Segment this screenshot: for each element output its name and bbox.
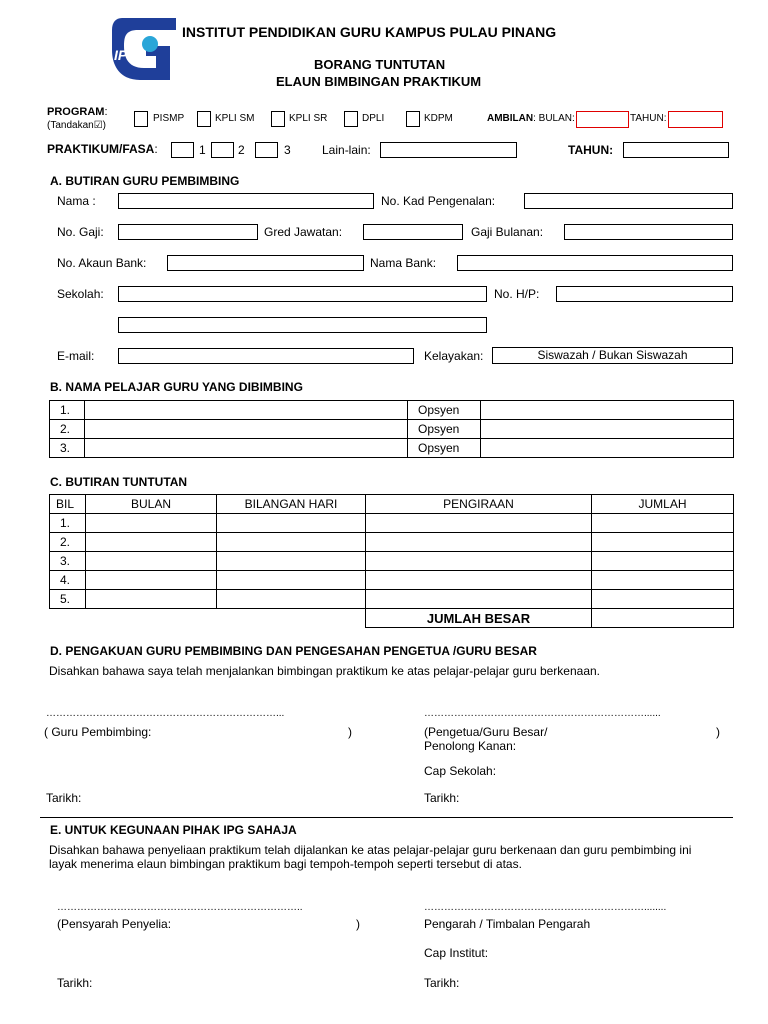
tarikh-pensyarah-label: Tarikh: xyxy=(57,976,93,990)
nama-bank-field[interactable] xyxy=(457,255,733,271)
program-label-text: PROGRAM xyxy=(47,106,105,118)
pengetua-close: ) xyxy=(716,725,720,739)
col-bilangan-hari: BILANGAN HARI xyxy=(217,495,366,514)
no-gaji-label: No. Gaji: xyxy=(57,225,104,239)
col-bil: BIL xyxy=(50,495,86,514)
row-number: 3. xyxy=(50,439,85,458)
hari-cell[interactable] xyxy=(217,533,366,552)
ambilan-label-text: AMBILAN xyxy=(487,113,534,124)
praktikum-label-text: PRAKTIKUM/FASA xyxy=(47,142,155,156)
tuntutan-table xyxy=(49,494,734,628)
ipg-logo xyxy=(110,16,178,84)
jumlah-besar-label: JUMLAH BESAR xyxy=(366,609,592,628)
institute-name: INSTITUT PENDIDIKAN GURU KAMPUS PULAU PINANG xyxy=(182,24,557,40)
guru-pembimbing-label: ( Guru Pembimbing: xyxy=(44,725,152,739)
checkbox-kdpm[interactable] xyxy=(406,111,420,127)
cap-sekolah-label: Cap Sekolah: xyxy=(424,764,497,778)
ambilan-tahun-label: TAHUN: xyxy=(630,113,667,124)
program-colon: : xyxy=(104,106,108,118)
option-dpli: DPLI xyxy=(362,113,385,124)
row-number: 2. xyxy=(50,420,85,439)
email-field[interactable] xyxy=(118,348,414,364)
hp-field[interactable] xyxy=(556,286,733,302)
pengiraan-cell[interactable] xyxy=(366,514,592,533)
opsyen-cell[interactable] xyxy=(481,439,734,458)
hari-cell[interactable] xyxy=(217,552,366,571)
praktikum-colon: : xyxy=(154,142,158,156)
nama-field[interactable] xyxy=(118,193,374,209)
section-d-text: Disahkan bahawa saya telah menjalankan bimbingan praktikum ke atas pelajar-pelajar guru berkenaan. xyxy=(49,664,600,678)
akaun-bank-label: No. Akaun Bank: xyxy=(57,256,147,270)
bulan-cell[interactable] xyxy=(86,514,217,533)
gred-jawatan-label: Gred Jawatan: xyxy=(264,225,343,239)
praktikum-tahun-field[interactable] xyxy=(623,142,729,158)
checkbox-kpli-sr[interactable] xyxy=(271,111,285,127)
jumlah-cell[interactable] xyxy=(592,590,734,609)
table-row xyxy=(50,533,734,552)
table-row xyxy=(50,552,734,571)
kad-pengenalan-field[interactable] xyxy=(524,193,733,209)
sekolah-address-field[interactable] xyxy=(118,317,487,333)
praktikum-tahun-label: TAHUN: xyxy=(568,143,614,157)
fasa-2-label: 2 xyxy=(238,143,245,157)
guru-pembimbing-close: ) xyxy=(348,725,352,739)
nama-pelajar-cell[interactable] xyxy=(85,401,408,420)
section-a-heading: A. BUTIRAN GURU PEMBIMBING xyxy=(50,174,240,188)
hari-cell[interactable] xyxy=(217,571,366,590)
opsyen-cell[interactable] xyxy=(481,420,734,439)
pensyarah-penyelia-label: (Pensyarah Penyelia: xyxy=(57,917,172,931)
bulan-label: : BULAN: xyxy=(533,113,575,124)
table-row xyxy=(50,514,734,533)
section-e-text-line1: Disahkan bahawa penyeliaan praktikum telah dijalankan ke atas pelajar-pelajar guru berkenaan dan guru pembimbing ini xyxy=(49,843,692,857)
akaun-bank-field[interactable] xyxy=(167,255,364,271)
section-b-heading: B. NAMA PELAJAR GURU YANG DIBIMBING xyxy=(50,380,303,394)
kad-pengenalan-label: No. Kad Pengenalan: xyxy=(381,194,496,208)
table-total-row xyxy=(50,609,734,628)
kelayakan-label: Kelayakan: xyxy=(424,349,484,363)
section-d-heading: D. PENGAKUAN GURU PEMBIMBING DAN PENGESAHAN PENGETUA /GURU BESAR xyxy=(50,644,537,658)
pengiraan-cell[interactable] xyxy=(366,552,592,571)
fasa-2-checkbox[interactable] xyxy=(211,142,234,158)
praktikum-label xyxy=(47,142,158,156)
gaji-bulanan-field[interactable] xyxy=(564,224,733,240)
signature-line-pengarah: …………………………………………………………........ xyxy=(424,902,667,913)
gaji-bulanan-label: Gaji Bulanan: xyxy=(471,225,544,239)
checkbox-pismp[interactable] xyxy=(134,111,148,127)
option-kpli-sm: KPLI SM xyxy=(215,113,255,124)
bulan-cell[interactable] xyxy=(86,552,217,571)
tarikh-guru-label: Tarikh: xyxy=(46,791,82,805)
nama-pelajar-cell[interactable] xyxy=(85,420,408,439)
lain-lain-label: Lain-lain: xyxy=(322,143,371,157)
fasa-1-checkbox[interactable] xyxy=(171,142,194,158)
opsyen-label: Opsyen xyxy=(408,401,481,420)
nama-bank-label: Nama Bank: xyxy=(370,256,437,270)
tarikh-pengarah-label: Tarikh: xyxy=(424,976,460,990)
table-row xyxy=(50,420,734,439)
section-divider xyxy=(40,817,733,818)
pengiraan-cell[interactable] xyxy=(366,571,592,590)
signature-line-pensyarah: ……………………………………………………………….. xyxy=(57,902,303,913)
no-gaji-field[interactable] xyxy=(118,224,258,240)
sekolah-field[interactable] xyxy=(118,286,487,302)
row-number: 5. xyxy=(50,590,86,609)
checkbox-kpli-sm[interactable] xyxy=(197,111,211,127)
kelayakan-field[interactable]: Siswazah / Bukan Siswazah xyxy=(492,347,733,364)
form-subtitle: ELAUN BIMBINGAN PRAKTIKUM xyxy=(276,74,482,89)
nama-pelajar-cell[interactable] xyxy=(85,439,408,458)
pengiraan-cell[interactable] xyxy=(366,590,592,609)
col-pengiraan: PENGIRAAN xyxy=(366,495,592,514)
section-e-text-line2: layak menerima elaun bimbingan praktikum bagi tempoh-tempoh seperti tersebut di atas. xyxy=(49,857,522,871)
row-number: 1. xyxy=(50,401,85,420)
cap-institut-label: Cap Institut: xyxy=(424,946,489,960)
program-label xyxy=(47,106,108,118)
jumlah-cell[interactable] xyxy=(592,533,734,552)
pengiraan-cell[interactable] xyxy=(366,533,592,552)
table-row xyxy=(50,401,734,420)
option-pismp: PISMP xyxy=(153,113,185,124)
opsyen-label: Opsyen xyxy=(408,439,481,458)
program-hint: (Tandakan☑) xyxy=(47,120,106,131)
jumlah-cell[interactable] xyxy=(592,571,734,590)
row-number: 3. xyxy=(50,552,86,571)
row-number: 2. xyxy=(50,533,86,552)
bulan-cell[interactable] xyxy=(86,590,217,609)
signature-line-pengetua: …………………………………………………………...... xyxy=(424,708,661,719)
ambilan-label xyxy=(487,113,575,124)
gred-jawatan-field[interactable] xyxy=(363,224,463,240)
pengarah-label: Pengarah / Timbalan Pengarah xyxy=(424,917,591,931)
signature-line-guru: ……………………………………………………………... xyxy=(46,708,285,719)
option-kpli-sr: KPLI SR xyxy=(289,113,328,124)
row-number: 1. xyxy=(50,514,86,533)
sekolah-label: Sekolah: xyxy=(57,287,104,301)
bulan-cell[interactable] xyxy=(86,571,217,590)
hp-label: No. H/P: xyxy=(494,287,540,301)
opsyen-cell[interactable] xyxy=(481,401,734,420)
fasa-3-label: 3 xyxy=(284,143,291,157)
bulan-cell[interactable] xyxy=(86,533,217,552)
table-row xyxy=(50,590,734,609)
hari-cell[interactable] xyxy=(217,590,366,609)
form-title-line1: BORANG TUNTUTAN xyxy=(314,57,446,72)
nama-label: Nama : xyxy=(57,194,96,208)
checkbox-dpli[interactable] xyxy=(344,111,358,127)
ambilan-bulan-field[interactable] xyxy=(576,111,629,128)
pengetua-label: (Pengetua/Guru Besar/ xyxy=(424,725,548,739)
table-header-row xyxy=(50,495,734,514)
table-row xyxy=(50,571,734,590)
fasa-3-checkbox[interactable] xyxy=(255,142,278,158)
logo-text: IPG xyxy=(114,47,139,63)
jumlah-besar-cell[interactable] xyxy=(592,609,734,628)
section-e-heading: E. UNTUK KEGUNAAN PIHAK IPG SAHAJA xyxy=(50,823,297,837)
table-row xyxy=(50,439,734,458)
jumlah-cell[interactable] xyxy=(592,552,734,571)
jumlah-cell[interactable] xyxy=(592,514,734,533)
lain-lain-field[interactable] xyxy=(380,142,517,158)
pensyarah-penyelia-close: ) xyxy=(356,917,360,931)
ambilan-tahun-field[interactable] xyxy=(668,111,723,128)
col-jumlah: JUMLAH xyxy=(592,495,734,514)
tarikh-pengetua-label: Tarikh: xyxy=(424,791,460,805)
fasa-1-label: 1 xyxy=(199,143,206,157)
option-kdpm: KDPM xyxy=(424,113,453,124)
col-bulan: BULAN xyxy=(86,495,217,514)
penolong-kanan-label: Penolong Kanan: xyxy=(424,739,517,753)
hari-cell[interactable] xyxy=(217,514,366,533)
row-number: 4. xyxy=(50,571,86,590)
section-c-heading: C. BUTIRAN TUNTUTAN xyxy=(50,475,188,489)
opsyen-label: Opsyen xyxy=(408,420,481,439)
pelajar-table xyxy=(49,400,734,458)
email-label: E-mail: xyxy=(57,349,95,363)
